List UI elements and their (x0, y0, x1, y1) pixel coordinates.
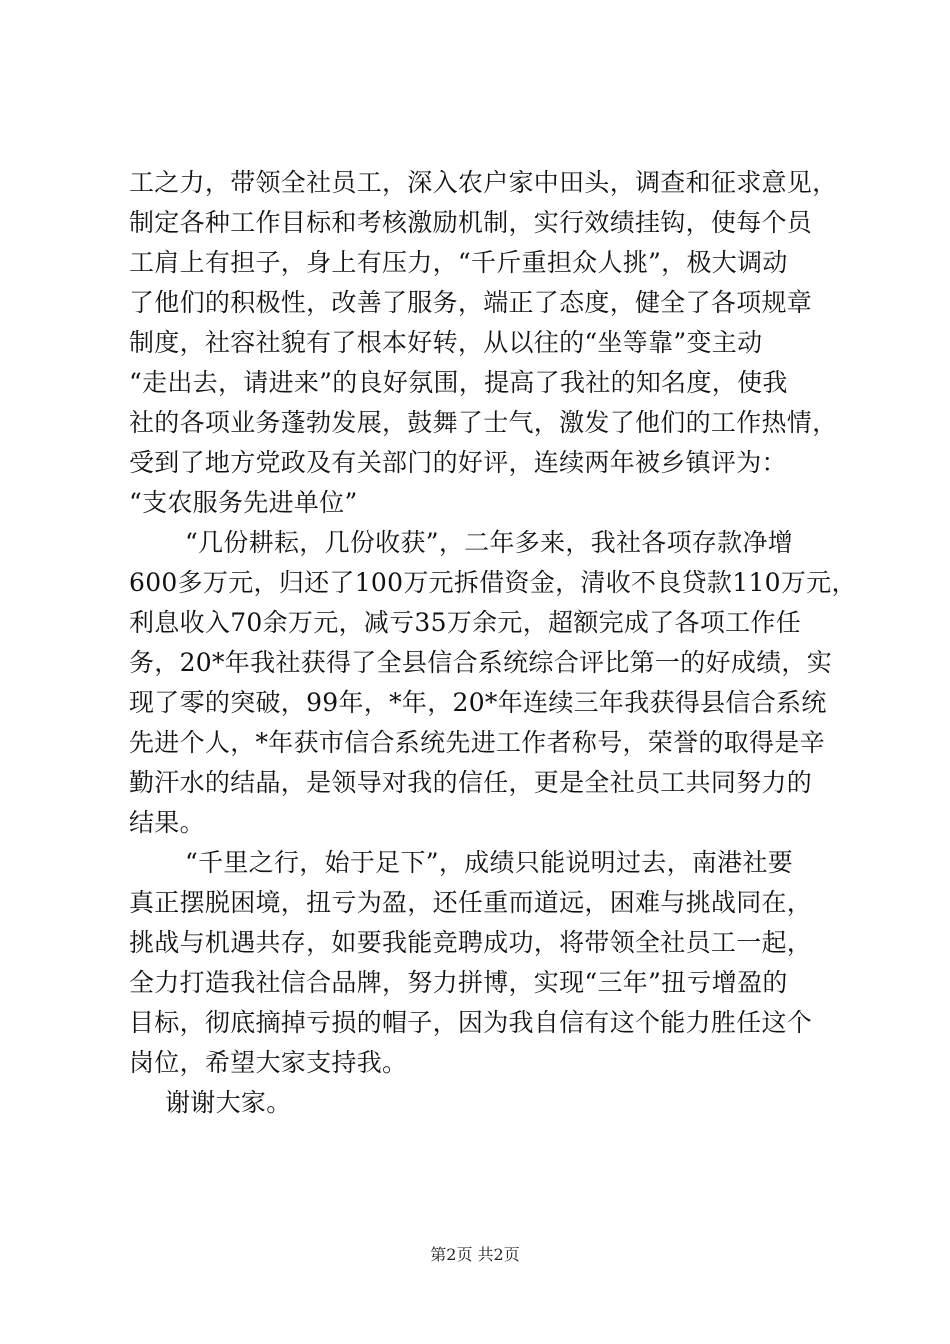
text-line: 600多万元，归还了100万元拆借资金，清收不良贷款110万元， (129, 568, 857, 597)
text-line: “走出去，请进来”的良好氛围，提高了我社的知名度，使我 (129, 368, 788, 397)
paragraph-first-line: “千里之行，始于足下”，成绩只能说明过去，南港社要 (185, 848, 794, 877)
paragraph-first-line: “几份耕耘，几份收获”，二年多来，我社各项存款净增 (185, 528, 794, 557)
text-line: 勤汗水的结晶，是领导对我的信任，更是全社员工共同努力的 (129, 768, 813, 797)
text-line: 现了零的突破，99年，*年，20*年连续三年我获得县信合系统 (129, 688, 827, 717)
text-line: “支农服务先进单位” (129, 488, 358, 517)
text-line: 制定各种工作目标和考核激励机制，实行效绩挂钩，使每个员 (129, 208, 813, 237)
text-line: 利息收入70余万元，减亏35万余元，超额完成了各项工作任 (129, 608, 802, 637)
text-line: 全力打造我社信合品牌，努力拼博，实现“三年”扭亏增盈的 (129, 968, 788, 997)
text-line: 制度，社容社貌有了根本好转，从以往的“坐等靠”变主动 (129, 328, 763, 357)
text-line: 先进个人，*年获市信合系统先进工作者称号，荣誉的取得是辛 (129, 728, 825, 757)
text-line: 工肩上有担子，身上有压力，“千斤重担众人挑”，极大调动 (129, 248, 788, 277)
text-line: 了他们的积极性，改善了服务，端正了态度，健全了各项规章 (129, 288, 813, 317)
text-line: 工之力，带领全社员工，深入农户家中田头，调查和征求意见， (129, 168, 838, 197)
text-line: 务，20*年我社获得了全县信合系统综合评比第一的好成绩，实 (129, 648, 833, 677)
text-line: 社的各项业务蓬勃发展，鼓舞了士气，激发了他们的工作热情， (129, 408, 838, 437)
text-line: 受到了地方党政及有关部门的好评，连续两年被乡镇评为： (129, 448, 787, 477)
text-line: 真正摆脱困境，扭亏为盈，还任重而道远，困难与挑战同在， (129, 888, 813, 917)
document-body (129, 163, 857, 1123)
text-line: 挑战与机遇共存，如要我能竞聘成功，将带领全社员工一起， (129, 928, 813, 957)
page-footer: 第2页 共2页 (430, 1245, 520, 1264)
closing-line: 谢谢大家。 (165, 1088, 292, 1117)
text-line: 结果。 (129, 808, 205, 837)
text-line: 岗位，希望大家支持我。 (129, 1048, 408, 1077)
text-line: 目标，彻底摘掉亏损的帽子，因为我自信有这个能力胜任这个 (129, 1008, 813, 1037)
